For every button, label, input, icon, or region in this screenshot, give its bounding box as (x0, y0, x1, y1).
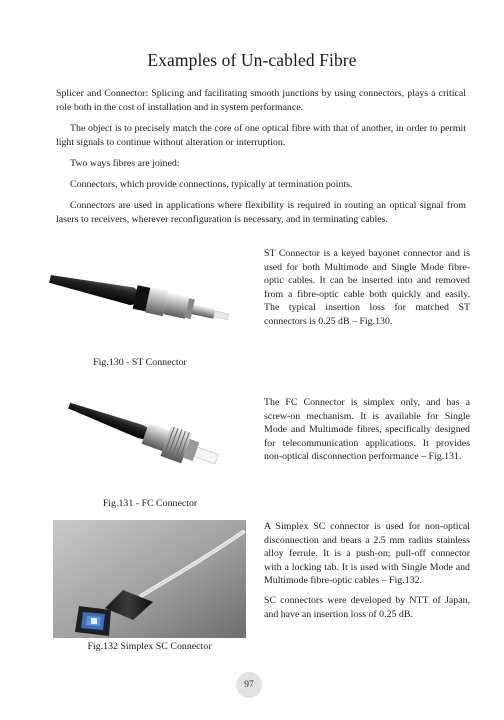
figure-description (264, 247, 470, 335)
intro-paragraph: Two ways fibres are joined: (70, 158, 180, 169)
description-paragraph: ST Connector is a keyed bayonet connector and is used for both Multimode and Single Mode fibre-optic cables. It can be inserted into and removed from a fibre-optic cable both quickly and easily. The typical insertion loss for matched ST connectors is 0.25 dB – Fig.130. (264, 248, 470, 327)
figure-caption: Fig.131 - FC Connector (102, 498, 198, 509)
intro-paragraph: The object is to precisely match the core of one optical fibre with that of another, in order to permit light signals to continue without alteration or interruption. (56, 123, 466, 148)
figure-caption: Fig.130 - ST Connector (93, 357, 187, 368)
figure-description (264, 520, 470, 627)
intro-section (56, 87, 466, 234)
description-paragraph: A Simplex SC connector is used for non-optical disconnection and bears a 2.5 mm radius stainless alloy ferrule. It is a push-on; pull-off connector with a locking tab. It is used with Single Mode and Multimode fibre-optic cables – Fig.132. (264, 521, 470, 587)
sc-connector-image (53, 520, 246, 638)
description-paragraph: SC connectors were developed by NTT of Japan, and have an insertion loss of 0.25 dB. (264, 594, 470, 620)
page-number: 97 (236, 672, 262, 698)
fc-connector-image (50, 385, 250, 495)
figure-description (264, 396, 470, 470)
intro-paragraph: Connectors, which provide connections, typically at termination points. (70, 179, 353, 190)
page-title: Examples of Un-cabled Fibre (147, 50, 357, 70)
figure-caption: Fig.132 Simplex SC Connector (87, 641, 212, 652)
st-connector-image (40, 258, 240, 338)
intro-paragraph: Splicer and Connector: Splicing and facilitating smooth junctions by using connectors, plays a critical role both in the cost of installation and in system performance. (56, 88, 466, 113)
fc-connector-icon (50, 385, 250, 495)
description-paragraph: The FC Connector is simplex only, and has a screw-on mechanism. It is available for Single Mode and Multimode fibres, specifically designed for telecommunication applications. It provides non-optical disconnection performance – Fig.131. (264, 397, 470, 463)
intro-paragraph: Connectors are used in applications where flexibility is required in routing an optical signal from lasers to receivers, wherever reconfiguration is necessary, and in terminating cables. (56, 200, 466, 225)
sc-connector-icon (53, 520, 246, 638)
st-connector-icon (40, 258, 240, 338)
